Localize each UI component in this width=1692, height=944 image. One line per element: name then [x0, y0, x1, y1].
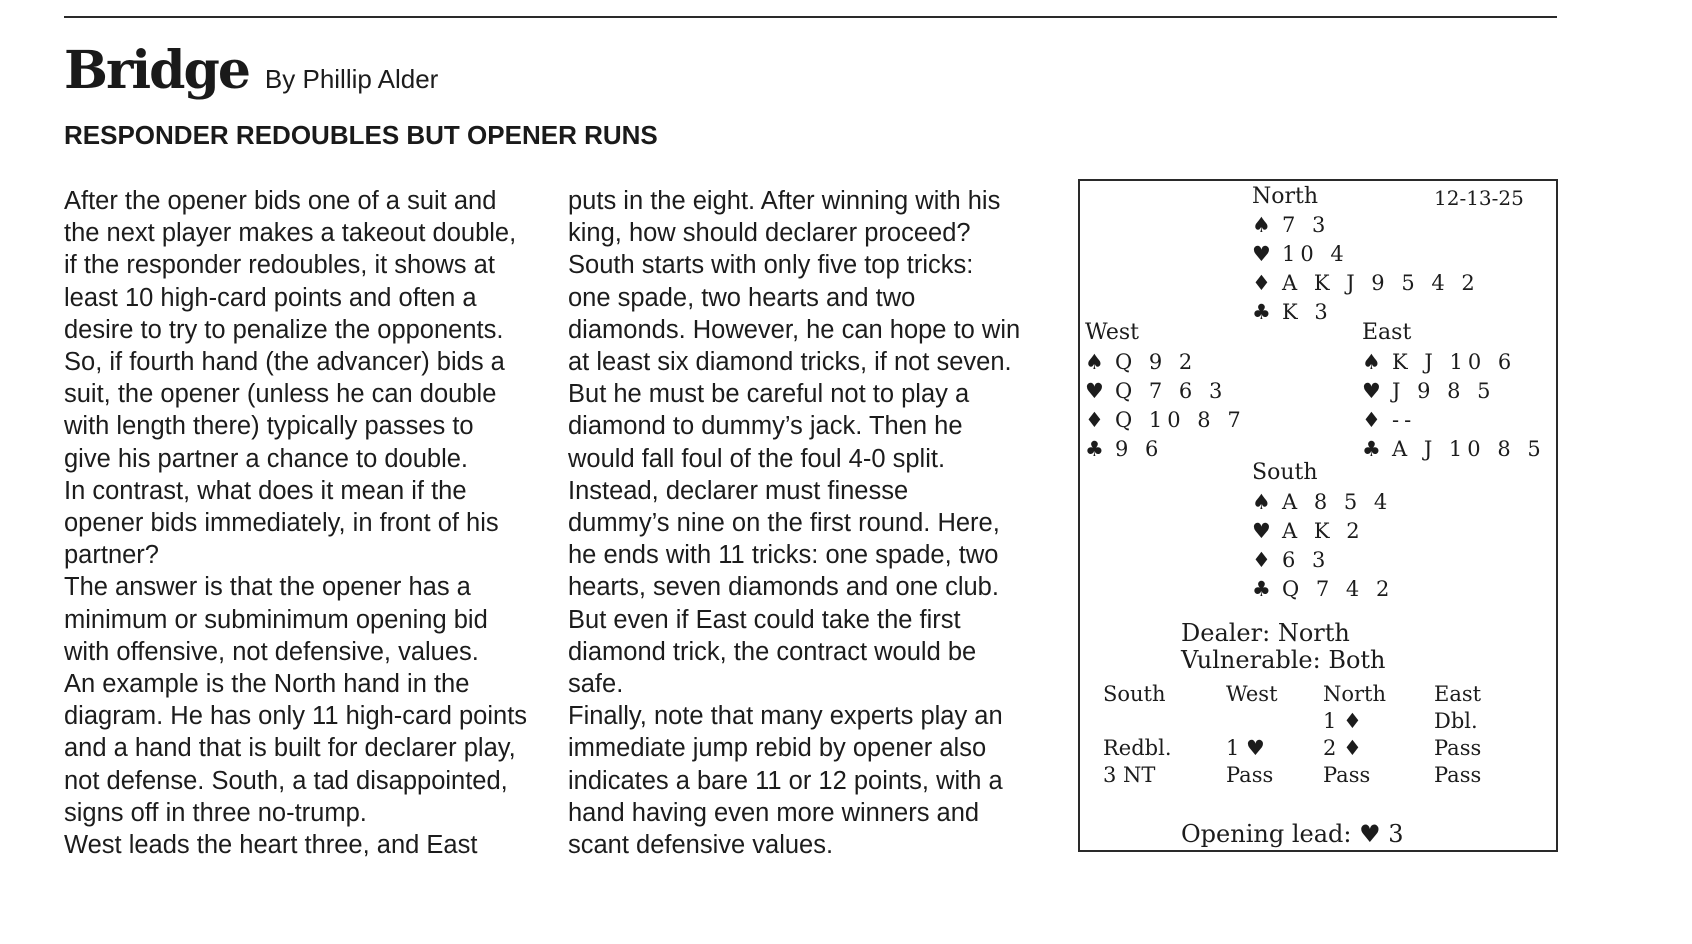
- text-line: diamond to dummy’s jack. Then he: [568, 412, 963, 441]
- auction-bid: Redbl.: [1103, 736, 1172, 760]
- auction-bid: Pass: [1226, 763, 1274, 787]
- club-icon: ♣: [1362, 437, 1381, 461]
- south-clubs: Q 7 4 2: [1282, 577, 1395, 601]
- east-clubs: A J 10 8 5: [1392, 437, 1546, 461]
- text-line: and a hand that is built for declarer play,: [64, 734, 516, 763]
- headline: RESPONDER REDOUBLES BUT OPENER RUNS: [64, 120, 658, 150]
- article-column-2: [568, 185, 1020, 861]
- west-diamonds: Q 10 8 7: [1115, 408, 1246, 432]
- text-line: South starts with only five top tricks:: [568, 251, 974, 280]
- text-line: diagram. He has only 11 high-card points: [64, 702, 528, 731]
- north-label: North: [1252, 184, 1319, 209]
- text-line: with length there) typically passes to: [64, 412, 474, 441]
- south-spades: A 8 5 4: [1282, 490, 1393, 514]
- text-line: immediate jump rebid by opener also: [568, 734, 987, 763]
- diamond-icon: ♦: [1252, 548, 1271, 572]
- deal-diagram: [1078, 179, 1558, 852]
- text-line: Instead, declarer must finesse: [568, 476, 909, 505]
- text-line: So, if fourth hand (the advancer) bids a: [64, 348, 505, 377]
- text-line: desire to try to penalize the opponents.: [64, 315, 504, 344]
- club-icon: ♣: [1252, 300, 1271, 324]
- auction-header: South: [1103, 682, 1166, 706]
- north-hearts: 10 4: [1282, 242, 1349, 266]
- text-line: safe.: [568, 670, 624, 699]
- column-header: [64, 40, 438, 101]
- club-icon: ♣: [1085, 437, 1104, 461]
- byline: By Phillip Alder: [264, 64, 439, 94]
- text-line: An example is the North hand in the: [64, 670, 470, 699]
- diamond-icon: ♦: [1085, 408, 1104, 432]
- text-line: West leads the heart three, and East: [64, 831, 478, 860]
- auction-col-north: [1323, 681, 1386, 789]
- text-line: signs off in three no-trump.: [64, 798, 367, 827]
- article-column-1: [64, 185, 527, 861]
- spade-icon: ♠: [1252, 213, 1271, 237]
- auction-header: East: [1434, 682, 1482, 706]
- auction-bid: 1 ♥: [1226, 736, 1265, 760]
- auction-bid: [1226, 708, 1278, 735]
- west-hand: [1085, 348, 1246, 464]
- dealer-info: Dealer: North: [1181, 619, 1350, 647]
- text-line: king, how should declarer proceed?: [568, 219, 971, 248]
- column-title: Bridge: [64, 40, 249, 101]
- south-hand: [1252, 488, 1394, 604]
- top-rule: [64, 16, 1557, 18]
- text-line: But even if East could take the first: [568, 605, 961, 634]
- text-line: the next player makes a takeout double,: [64, 219, 517, 248]
- text-line: diamonds. However, he can hope to win: [568, 315, 1021, 344]
- auction-bid: Dbl.: [1434, 709, 1478, 733]
- west-spades: Q 9 2: [1115, 350, 1198, 374]
- text-line: dummy’s nine on the first round. Here,: [568, 509, 1000, 538]
- heart-icon: ♥: [1252, 242, 1271, 266]
- spade-icon: ♠: [1252, 490, 1271, 514]
- club-icon: ♣: [1252, 577, 1271, 601]
- south-diamonds: 6 3: [1282, 548, 1331, 572]
- west-clubs: 9 6: [1115, 437, 1164, 461]
- text-line: After the opener bids one of a suit and: [64, 187, 497, 215]
- west-label: West: [1085, 320, 1139, 345]
- text-line: not defense. South, a tad disappointed,: [64, 766, 508, 795]
- east-hand: [1362, 348, 1546, 464]
- text-line: suit, the opener (unless he can double: [64, 380, 497, 409]
- spade-icon: ♠: [1362, 350, 1381, 374]
- auction-col-west: [1226, 681, 1278, 789]
- east-label: East: [1362, 320, 1412, 345]
- south-label: South: [1252, 460, 1318, 485]
- text-line: scant defensive values.: [568, 831, 834, 860]
- text-line: hearts, seven diamonds and one club.: [568, 573, 999, 602]
- heart-icon: ♥: [1085, 379, 1104, 403]
- text-line: would fall foul of the foul 4-0 split.: [568, 444, 946, 473]
- auction-header: North: [1323, 682, 1387, 706]
- auction-col-south: [1103, 681, 1172, 789]
- text-line: indicates a bare 11 or 12 points, with a: [568, 766, 1003, 795]
- auction-bid: Pass: [1434, 763, 1482, 787]
- text-line: minimum or subminimum opening bid: [64, 605, 488, 634]
- auction-bid: 1 ♦: [1323, 709, 1362, 733]
- auction-bid: 3 NT: [1103, 763, 1156, 787]
- text-line: he ends with 11 tricks: one spade, two: [568, 541, 999, 570]
- text-line: partner?: [64, 541, 159, 570]
- diamond-icon: ♦: [1362, 408, 1381, 432]
- text-line: diamond trick, the contract would be: [568, 637, 977, 666]
- east-spades: K J 10 6: [1392, 350, 1517, 374]
- east-diamonds: --: [1392, 408, 1417, 432]
- north-clubs: K 3: [1282, 300, 1333, 324]
- text-line: But he must be careful not to play a: [568, 380, 970, 409]
- auction-header: West: [1226, 682, 1278, 706]
- auction-bid: Pass: [1323, 763, 1371, 787]
- text-line: hand having even more winners and: [568, 798, 980, 827]
- text-line: if the responder redoubles, it shows at: [64, 251, 495, 280]
- heart-icon: ♥: [1252, 519, 1271, 543]
- north-spades: 7 3: [1282, 213, 1331, 237]
- south-hearts: A K 2: [1282, 519, 1365, 543]
- text-line: Finally, note that many experts play an: [568, 702, 1003, 731]
- heart-icon: ♥: [1362, 379, 1381, 403]
- north-hand: [1252, 211, 1480, 327]
- text-line: puts in the eight. After winning with his: [568, 187, 1001, 215]
- spade-icon: ♠: [1085, 350, 1104, 374]
- text-line: one spade, two hearts and two: [568, 283, 916, 312]
- text-line: at least six diamond tricks, if not seven.: [568, 348, 1012, 377]
- text-line: opener bids immediately, in front of his: [64, 509, 499, 538]
- auction-bid: Pass: [1434, 736, 1482, 760]
- north-diamonds: A K J 9 5 4 2: [1282, 271, 1480, 295]
- auction-col-east: [1434, 681, 1481, 789]
- text-line: with offensive, not defensive, values.: [64, 637, 479, 666]
- text-line: give his partner a chance to double.: [64, 444, 469, 473]
- east-hearts: J 9 8 5: [1392, 379, 1496, 403]
- west-hearts: Q 7 6 3: [1115, 379, 1228, 403]
- deal-date: 12-13-25: [1434, 186, 1524, 210]
- text-line: In contrast, what does it mean if the: [64, 476, 467, 505]
- text-line: least 10 high-card points and often a: [64, 283, 477, 312]
- vulnerability-info: Vulnerable: Both: [1181, 646, 1386, 674]
- auction-bid: [1103, 708, 1172, 735]
- text-line: The answer is that the opener has a: [64, 573, 471, 602]
- diamond-icon: ♦: [1252, 271, 1271, 295]
- auction-bid: 2 ♦: [1323, 736, 1362, 760]
- opening-lead: Opening lead: ♥ 3: [1181, 820, 1404, 848]
